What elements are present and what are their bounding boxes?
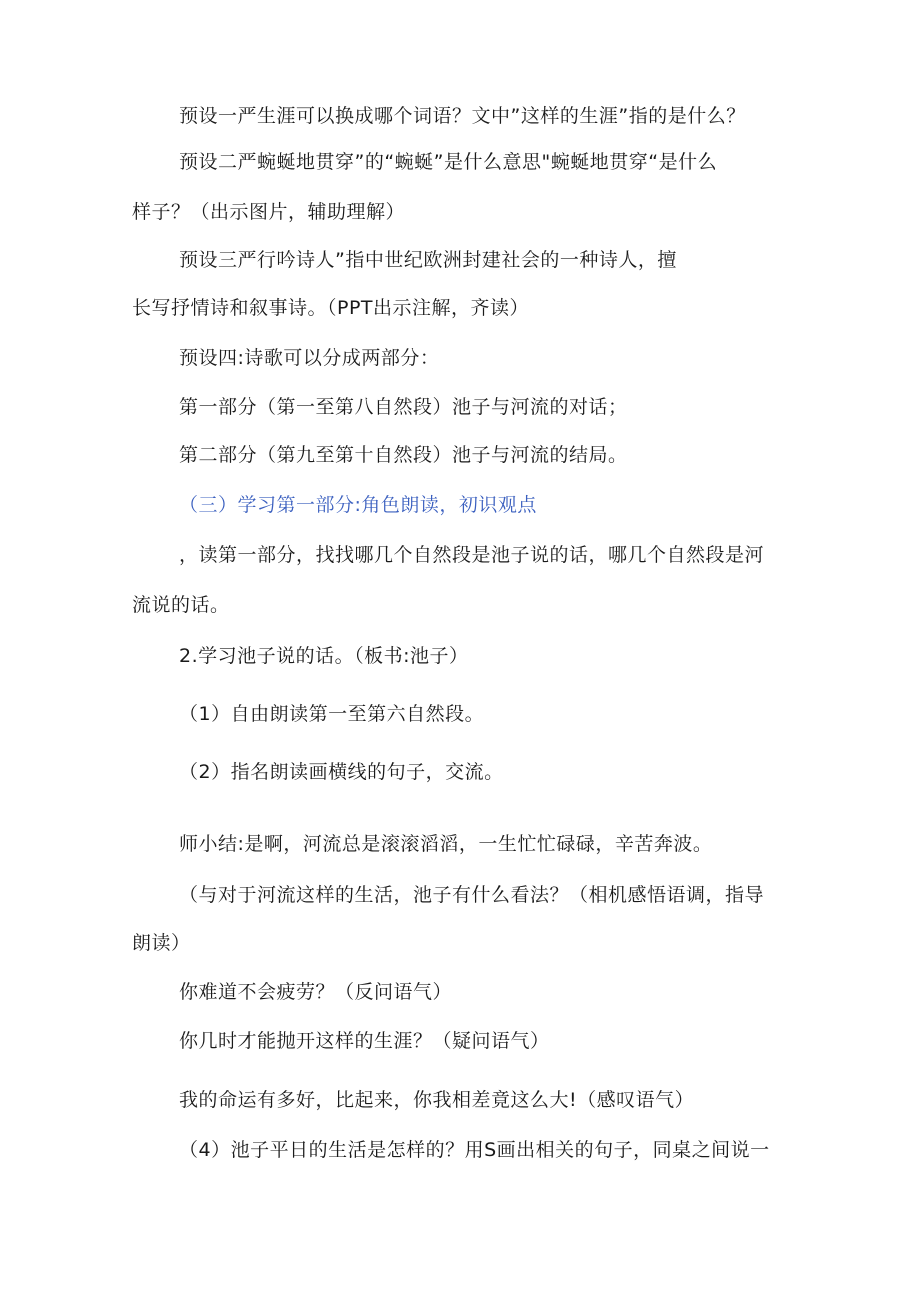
paragraph-part-two: 第二部分（第九至第十自然段）池子与河流的结局。 <box>179 444 628 466</box>
paragraph-rhetorical: 你难道不会疲劳？（反问语气） <box>179 981 453 1003</box>
paragraph-question: （与对于河流这样的生活，池子有什么看法？（相机感悟语调，指导 <box>179 884 765 906</box>
paragraph-part-one: 第一部分（第一至第八自然段）池子与河流的对话； <box>179 396 628 418</box>
paragraph-step-4: （4）池子平日的生活是怎样的？用S画出相关的句子，同桌之间说一 <box>179 1139 770 1161</box>
paragraph-preset-four: 预设四:诗歌可以分成两部分： <box>179 347 440 369</box>
paragraph-preset-one: 预设一严生涯可以换成哪个词语？文中”这样的生涯”指的是什么？ <box>179 105 746 127</box>
paragraph-preset-two-cont: 样子？（出示图片，辅助理解） <box>132 201 406 223</box>
paragraph-teacher-summary: 师小结:是啊，河流总是滚滚滔滔，一生忙忙碌碌，辛苦奔波。 <box>179 833 713 855</box>
paragraph-exclamatory: 我的命运有多好，比起来，你我相差竟这么大!（感叹语气） <box>179 1089 695 1111</box>
paragraph-interrogative: 你几时才能抛开这样的生涯？（疑问语气） <box>179 1030 550 1052</box>
paragraph-read-part-one: ，读第一部分，找找哪几个自然段是池子说的话，哪几个自然段是河 <box>179 544 765 566</box>
paragraph-step-two: 2.学习池子说的话。（板书:池子） <box>179 645 469 667</box>
paragraph-preset-two: 预设二严蜿蜒地贯穿”的“蜿蜒”是什么意思"蜿蜒地贯穿“是什么 <box>179 151 718 173</box>
paragraph-step-1: （1）自由朗读第一至第六自然段。 <box>179 703 485 725</box>
paragraph-read-part-one-cont: 流说的话。 <box>132 594 230 616</box>
paragraph-question-cont: 朗读） <box>132 932 191 954</box>
paragraph-preset-three-cont: 长写抒情诗和叙事诗。（PPT出示注解，齐读） <box>132 297 530 319</box>
paragraph-step-2: （2）指名朗读画横线的句子，交流。 <box>179 761 504 783</box>
section-heading: （三）学习第一部分:角色朗读，初识观点 <box>179 494 537 516</box>
paragraph-preset-three: 预设三严行吟诗人”指中世纪欧洲封建社会的一种诗人，擅 <box>179 249 677 271</box>
